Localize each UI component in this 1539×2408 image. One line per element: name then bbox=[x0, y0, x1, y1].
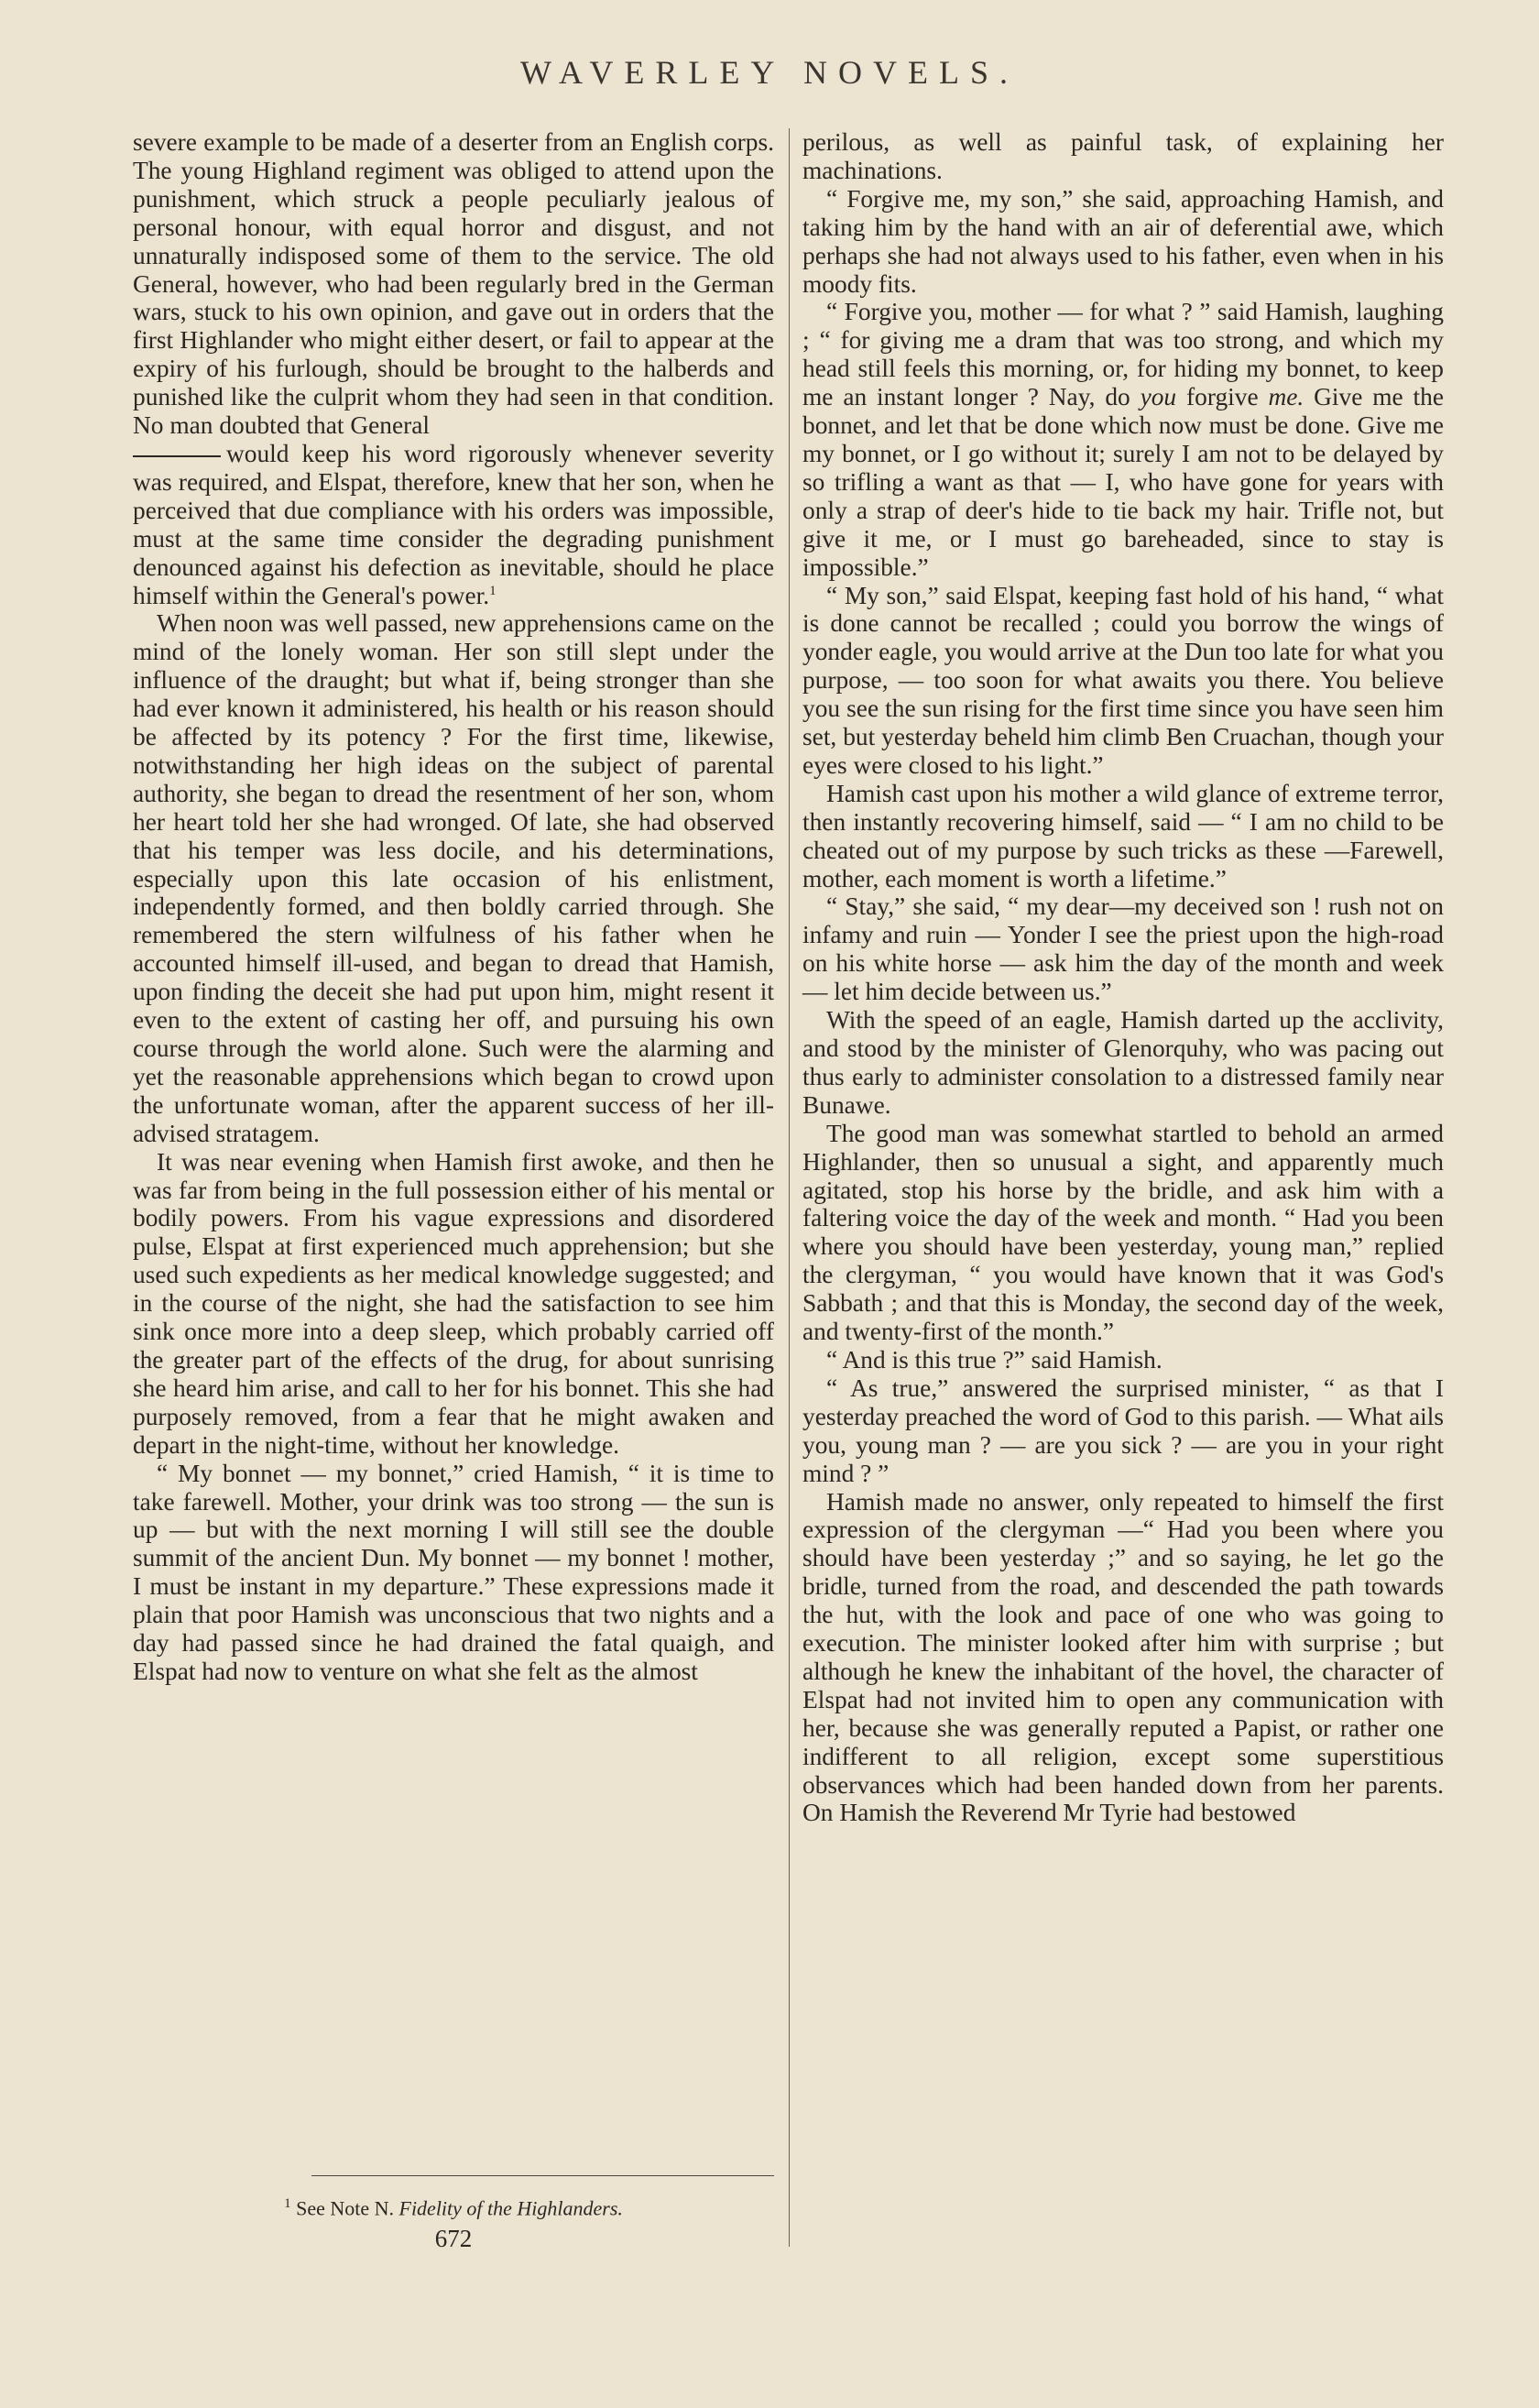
paragraph: “ And is this true ?” said Hamish. bbox=[826, 1345, 1162, 1374]
paragraph: “ My son,” said Elspat, keeping fast hold of his hand, “ what is done cannot be recalled ; could you borrow the wings of yonder eagle, you would arrive at the Dun too late for what you purpose, — too soon for what awaits you there. You believe you see the sun rising for the first time since you have seen him set, but yesterday beheld him climb Ben Cruachan, though your eyes were closed to his light.” bbox=[802, 581, 1444, 779]
paragraph: Hamish made no answer, only repeated to himself the first expression of the clergyman —“ Had you been where you should have been yesterday ;” and so saying, he let go the bridle, turned from the road, and descended the path towards the hut, with the look and pace of one who was going to execution. The minister looked after him with surprise ; but although he knew the inhabitant of the hovel, the character of Elspat had not invited him to open any communication with her, because she was generally reputed a Papist, or rather one indifferent to all religion, except some superstitious observances which had been handed down from her parents. On Hamish the Reverend Mr Tyrie had bestowed bbox=[802, 1487, 1444, 1827]
paragraph: “ My bonnet — my bonnet,” cried Hamish, “ it is time to take farewell. Mother, your drink was too strong — the sun is up — but with the next morning I will still see the double summit of the ancient Dun. My bonnet — my bonnet ! mother, I must be instant in my departure.” These expressions made it plain that poor Hamish was unconscious that two nights and a day had passed since he had drained the fatal quaigh, and Elspat had now to venture on what she felt as the almost bbox=[133, 1459, 774, 1685]
paragraph: perilous, as well as painful task, of explaining her machinations. bbox=[802, 128, 1444, 184]
paragraph: “ Stay,” she said, “ my dear—my deceived son ! rush not on infamy and ruin — Yonder I see the priest upon the high-road on his white horse — ask him the day of the month and week — let him decide between us.” bbox=[802, 892, 1444, 1006]
paragraph bbox=[133, 128, 774, 440]
paragraph-text: severe example to be made of a deserter from an English corps. The young Highland regiment was obliged to attend upon the punishment, which struck a people peculiarly jealous of personal honour, with equal horror and disgust, and not unnaturally indisposed some of them to the service. The old General, however, who had been regularly bred in the German wars, stuck to his own opinion, and gave out in orders that the first Highlander who might either desert, or fail to appear at the expiry of his furlough, should be brought to the halberds and punished like the culprit whom they had seen in that condition. No man doubted that General bbox=[133, 128, 774, 440]
emphasis: you bbox=[1140, 383, 1177, 411]
paragraph-text: Give me the bonnet, and let that be done which now must be done. Give me my bonnet, or I go without it; surely I am not to be delayed by so trifling a want as that — I, who have gone for years with only a strap of deer's hide to tie back my hair. Trifle not, but give it me, or I must go bareheaded, since to stay is impossible.” bbox=[802, 383, 1445, 581]
left-column bbox=[133, 128, 774, 1686]
footnote-number: 1 bbox=[284, 2196, 291, 2211]
footnote-prefix: See Note N. bbox=[296, 2196, 394, 2220]
paragraph bbox=[133, 440, 774, 609]
running-header: WAVERLEY NOVELS. bbox=[520, 54, 1019, 91]
paragraph-text: “ Forgive you, mother — for what ? ” said Hamish, laughing ; “ for giving me a dram that was too strong, and which my head still feels this morning, or, for hiding my bonnet, to keep me an instant longer ? Nay, do bbox=[802, 298, 1444, 411]
footnote-title: Fidelity of the Highlanders. bbox=[398, 2196, 623, 2220]
emphasis: me. bbox=[1268, 383, 1304, 411]
redaction-blank bbox=[133, 455, 221, 457]
paragraph: The good man was somewhat startled to behold an armed Highlander, then so unusual a sight, and apparently much agitated, stop his horse by the bridle, and ask him with a faltering voice the day of the week and month. “ Had you been where you should have been yesterday, young man,” replied the clergyman, “ you would have known that it was God's Sabbath ; and that this is Monday, the second day of the week, and twenty-first of the month.” bbox=[802, 1119, 1444, 1346]
paragraph: Hamish cast upon his mother a wild glance of extreme terror, then instantly recovering himself, said — “ I am no child to be cheated out of my purpose by such tricks as these —Farewell, mother, each moment is worth a lifetime.” bbox=[802, 779, 1444, 892]
column-divider bbox=[789, 128, 790, 2247]
paragraph: “ As true,” answered the surprised minister, “ as that I yesterday preached the word of God to this parish. — What ails you, young man ? — are you sick ? — are you in your right mind ? ” bbox=[802, 1374, 1444, 1487]
paragraph bbox=[802, 298, 1444, 581]
footnote bbox=[133, 2196, 774, 2220]
paragraph-text: forgive bbox=[1176, 383, 1269, 411]
paragraph: With the speed of an eagle, Hamish darted up the acclivity, and stood by the minister of Glenorquhy, who was pacing out thus early to administer consolation to a distressed family near Bunawe. bbox=[802, 1006, 1444, 1119]
paragraph: It was near evening when Hamish first awoke, and then he was far from being in the full possession either of his mental or bodily powers. From his vague expressions and disordered pulse, Elspat at first experienced much apprehension; but she used such expedients as her medical knowledge suggested; and in the course of the night, she had the satisfaction to see him sink once more into a deep sleep, which probably carried off the greater part of the effects of the drug, for about sunrising she heard him arise, and call to her for his bonnet. This she had purposely removed, from a fear that he might awaken and depart in the night-time, without her knowledge. bbox=[133, 1147, 774, 1459]
paragraph: “ Forgive me, my son,” she said, approaching Hamish, and taking him by the hand with an air of deferential awe, which perhaps she had not always used to his father, even when in his moody fits. bbox=[802, 184, 1444, 298]
footnote-rule bbox=[311, 2175, 774, 2176]
footnote-reference[interactable]: 1 bbox=[489, 583, 497, 598]
paragraph: When noon was well passed, new apprehensions came on the mind of the lonely woman. Her son still slept under the influence of the draught; but what if, being stronger than she had ever known it administered, his health or his reason should be affected by its potency ? For the first time, likewise, notwithstanding her high ideas on the subject of parental authority, she began to dread the resentment of her son, whom her heart told her she had wronged. Of late, she had observed that his temper was less docile, and his determinations, especially upon this late occasion of his enlistment, independently formed, and then boldly carried through. She remembered the stern wilfulness of his father when he accounted himself ill-used, and began to dread that Hamish, upon finding the deceit she had put upon him, might resent it even to the extent of casting her off, and pursuing his own course through the world alone. Such were the alarming and yet the reasonable apprehensions which began to crowd upon the unfortunate woman, after the apparent success of her ill-advised stratagem. bbox=[133, 609, 774, 1147]
right-column bbox=[802, 128, 1444, 1827]
paragraph-text: would keep his word rigorously whenever severity was required, and Elspat, therefore, knew that her son, when he perceived that due compliance with his orders was impossible, must at the same time consider the degrading punishment denounced against his defection as inevitable, should he place himself within the General's power. bbox=[133, 439, 774, 609]
page-number: 672 bbox=[434, 2225, 473, 2252]
